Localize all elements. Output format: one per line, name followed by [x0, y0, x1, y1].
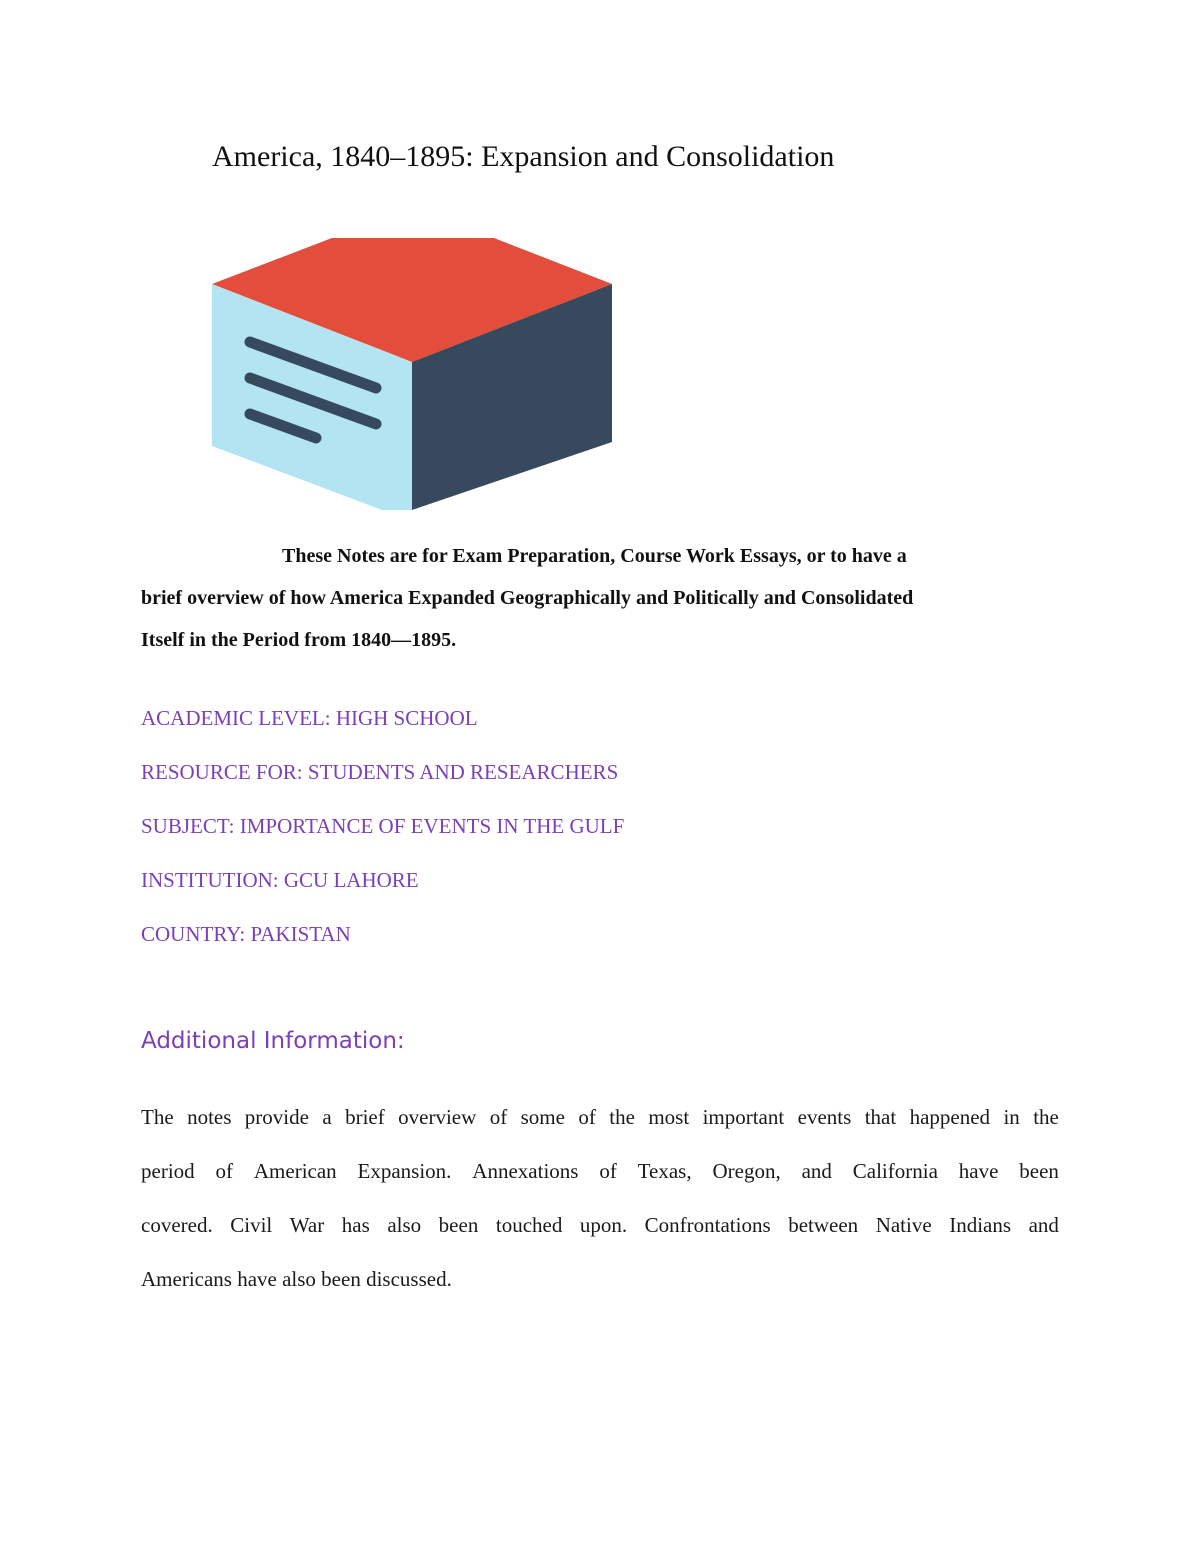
word: and: [801, 1159, 832, 1183]
word: period: [141, 1159, 195, 1183]
word: touched: [495, 1213, 563, 1237]
word: Confrontations: [644, 1213, 771, 1237]
word: brief: [345, 1105, 385, 1129]
word: have: [958, 1159, 999, 1183]
word: Oregon,: [712, 1159, 781, 1183]
intro-line: Itself in the Period from 1840—1895.: [141, 629, 457, 651]
word: California: [852, 1159, 938, 1183]
word: of: [489, 1105, 508, 1129]
word: and: [1028, 1213, 1059, 1237]
word: War: [289, 1213, 325, 1237]
word: of: [599, 1159, 617, 1183]
paragraph-line: [141, 1090, 1059, 1144]
resource-for: RESOURCE FOR: STUDENTS AND RESEARCHERS: [141, 760, 619, 784]
word: been: [1019, 1159, 1059, 1183]
word: also: [387, 1213, 422, 1237]
intro-paragraph: [141, 535, 1061, 661]
additional-info-paragraph: [141, 1090, 1059, 1306]
word: in: [1003, 1105, 1020, 1129]
word: between: [788, 1213, 859, 1237]
word: overview: [398, 1105, 477, 1129]
word: Annexations: [472, 1159, 579, 1183]
word: happened: [909, 1105, 991, 1129]
metadata-list: [141, 700, 624, 970]
book-icon: [210, 236, 614, 512]
document-title: America, 1840–1895: Expansion and Consolidation: [212, 140, 835, 173]
word: Expansion.: [357, 1159, 452, 1183]
intro-line: brief overview of how America Expanded Geographically and Politically and Consolidated: [141, 587, 914, 609]
word: the: [1033, 1105, 1059, 1129]
word: Indians: [949, 1213, 1012, 1237]
paragraph-line: [141, 1144, 1059, 1198]
word: provide: [244, 1105, 309, 1129]
word: The: [141, 1105, 174, 1129]
paragraph-line: [141, 1198, 1059, 1252]
paragraph-line: Americans have also been discussed.: [141, 1267, 452, 1291]
word: the: [609, 1105, 635, 1129]
word: Texas,: [637, 1159, 692, 1183]
word: important: [702, 1105, 785, 1129]
word: of: [578, 1105, 596, 1129]
word: events: [797, 1105, 852, 1129]
word: Civil: [230, 1213, 273, 1237]
word: has: [341, 1213, 370, 1237]
word: upon.: [579, 1213, 628, 1237]
word: covered.: [141, 1213, 213, 1237]
additional-info-heading: Additional Information:: [141, 1028, 405, 1054]
word: Native: [875, 1213, 932, 1237]
word: a: [322, 1105, 332, 1129]
word: most: [648, 1105, 690, 1129]
subject: SUBJECT: IMPORTANCE OF EVENTS IN THE GULF: [141, 814, 625, 838]
country: COUNTRY: PAKISTAN: [141, 922, 351, 946]
institution: INSTITUTION: GCU LAHORE: [141, 868, 419, 892]
word: that: [864, 1105, 897, 1129]
word: of: [215, 1159, 234, 1183]
word: some: [520, 1105, 565, 1129]
intro-line: These Notes are for Exam Preparation, Course Work Essays, or to have a: [282, 545, 907, 567]
academic-level: ACADEMIC LEVEL: HIGH SCHOOL: [141, 706, 478, 730]
word: been: [438, 1213, 479, 1237]
word: notes: [187, 1105, 232, 1129]
word: American: [253, 1159, 337, 1183]
